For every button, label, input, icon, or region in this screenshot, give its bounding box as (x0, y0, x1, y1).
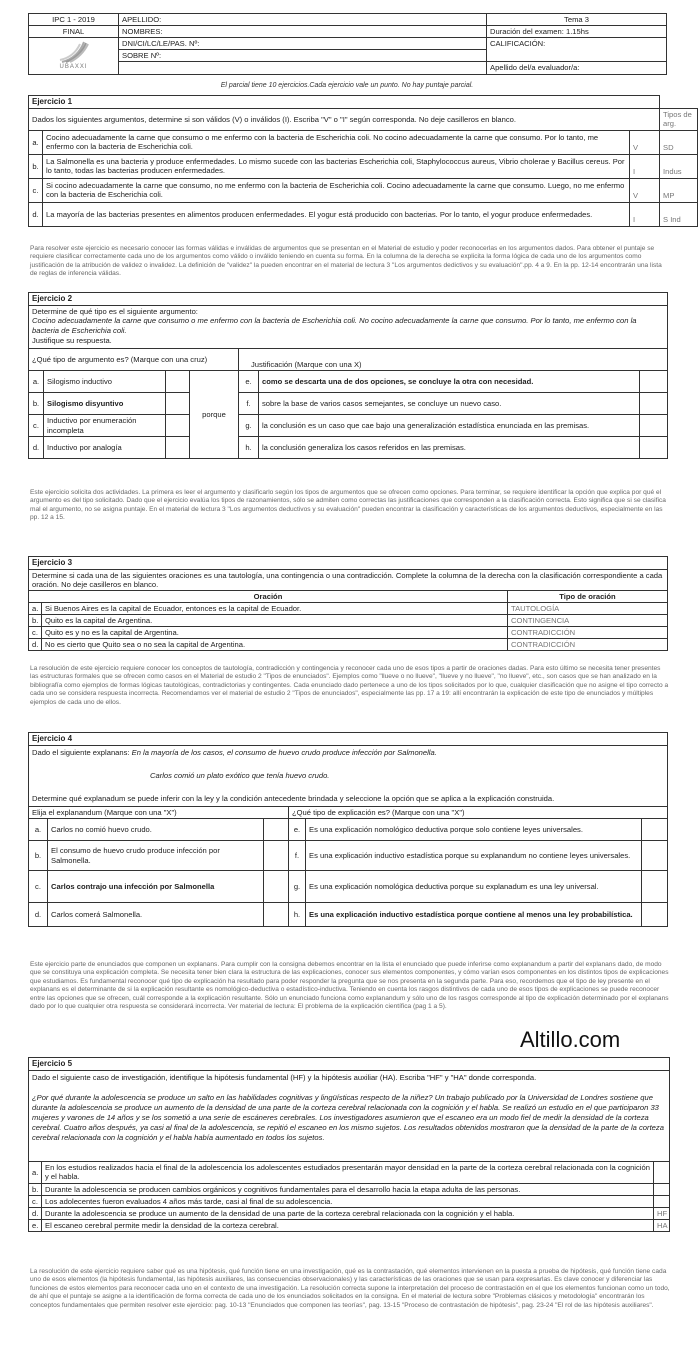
ej4-right-header: ¿Qué tipo de explicación es? (Marque con una "X") (289, 806, 668, 818)
course-code: IPC 1 - 2019 (29, 14, 119, 26)
ej3-col-tipo: Tipo de oración (508, 590, 668, 602)
ej1-row-text: Si cocino adecuadamente la carne que consumo, no me enfermo con la bacteria de Escherichia coli. Cocino adecuadamente la carne que consumo. Luego, no me enfermo con la bacteria de Escherichia coli. (43, 178, 630, 202)
ej4-explanandum-checkbox[interactable] (264, 903, 289, 927)
ej1-row-text: Cocino adecuadamente la carne que consumo o me enfermo con la bacteria de Escherichia coli. No cocino adecuadamente la carne que consumo. Por lo tanto, me enfermo con la bacteria de Escherichia coli. (43, 130, 630, 154)
ej1-type: SD (660, 130, 698, 154)
ej4-type-checkbox[interactable] (642, 871, 668, 903)
ej2-justification-checkbox[interactable] (640, 371, 668, 393)
blank-cell (119, 62, 487, 74)
ej2-instruction: Determine de qué tipo es el siguiente argumento: (32, 306, 198, 316)
ej2-table (28, 292, 668, 459)
ej3-sentence: Quito es y no es la capital de Argentina. (42, 627, 508, 639)
ej4-type-checkbox[interactable] (642, 903, 668, 927)
ej4-row: d. Carlos comerá Salmonella. h. Es una explicación inductivo estadística porque contiene al menos una ley probabilística. (29, 903, 668, 927)
ej4-prompt (29, 745, 668, 806)
ej4-explanandum-option: El consumo de huevo crudo produce infección por Salmonella. (48, 841, 264, 871)
ej5-instruction: Dado el siguiente caso de investigación, identifique la hipótesis fundamental (HF) y la hipótesis auxiliar (HA). Escriba "HF" y "HA" donde corresponda. (32, 1072, 537, 1082)
nombres-field[interactable]: NOMBRES: (119, 26, 487, 38)
ej2-connector: porque (190, 371, 239, 459)
ej1-table (28, 95, 698, 227)
ej2-type-option: Inductivo por analogía (44, 437, 166, 459)
ej1-answer[interactable]: I (630, 154, 660, 178)
ej3-row: a. Si Buenos Aires es la capital de Ecuador, entonces es la capital de Ecuador. TAUTOLOGÍA (29, 602, 668, 614)
ej5-answer[interactable] (654, 1161, 670, 1183)
ej1-row-text: La Salmonella es una bacteria y produce enfermedades. Lo mismo sucede con las bacterias Escherichia coli, Staphylococcus aureus, Vibrio cholerae y Bacillus cereus. Por lo tanto, todas las bacterias producen enfermedades. (43, 154, 630, 178)
ej3-row: b. Quito es la capital de Argentina. CONTINGENCIA (29, 615, 668, 627)
ej5-statement: El escaneo cerebral permite medir la densidad de la corteza cerebral. (42, 1220, 654, 1232)
ej2-row: c. Inductivo por enumeración incompleta g. la conclusión es un caso que cae bajo una generalización estadística enunciada en las premisas. (29, 415, 668, 437)
ej1-answer[interactable]: V (630, 178, 660, 202)
exam-header-table (28, 13, 667, 75)
ej5-answer[interactable] (654, 1183, 670, 1195)
ej5-table (28, 1057, 670, 1232)
ej4-intro-line (32, 748, 664, 757)
ej2-type-option: Inductivo por enumeración incompleta (44, 415, 166, 437)
ej2-justification-option: como se descarta una de dos opciones, se concluye la otra con necesidad. (259, 371, 640, 393)
ej1-type: MP (660, 178, 698, 202)
ej2-note: Este ejercicio solicita dos actividades. La primera es leer el argumento y clasificarlo según los tipos de argumentos que se ofrecen como opciones. Para terminar, se requiere identificar la opción que explica por qué el argumento es del tipo solicitado. Dado que el ejercicio evalúa los tipos de razonamientos, sólo se admiten como correctas las justificaciones que corresponden a la clasificación correcta. Esto significa que si se clasifica mal el argumento, no se asigna puntaje. En el material de lectura 3 "Los argumentos deductivos y su evaluación" pueden encontrar la clasificación y características de los argumentos deductivos, especialmente en las pp. 12 a 15. (30, 489, 666, 522)
ej3-answer[interactable]: TAUTOLOGÍA (508, 602, 668, 614)
ubaxxi-logo (32, 40, 115, 71)
ej2-left-header: ¿Qué tipo de argumento es? (Marque con una cruz) (29, 349, 239, 371)
ej2-row: a. Silogismo inductivo porque e. como se descarta una de dos opciones, se concluye la otra con necesidad. (29, 371, 668, 393)
ej3-sentence: Si Buenos Aires es la capital de Ecuador, entonces es la capital de Ecuador. (42, 602, 508, 614)
ej4-note: Este ejercicio parte de enunciados que componen un explanans. Para cumplir con la consigna debemos encontrar en la lista el enunciado que puede inferirse como explanandum a partir del explanans dado, de modo que se constituya una explicación completa. Se necesita tener bien clara la estructura de las explicaciones, conocer sus elementos componentes, y cómo varían esos componentes en los distintos tipos de explicaciones que estudiamos. Es fundamental reconocer qué tipo de explicación ha resultado para poder responder la pregunta que se nos presenta en la segunda parte. Para eso, recordemos que el tipo de ley presente en el explanans es el determinante de si la explicación resultante es nomológico-deductiva o estadístico-inductiva. Teniendo en cuenta los rasgos distintivos de cada uno de esos tipos de explicaciones se puede reconocer entre las opciones que se ofrecen, cuál corresponde a la explicación resultante. Sólo un enunciado funciona como explanandum y sólo uno de los rasgos corresponde al tipo de explicación determinado por el explanans dado por lo que cualquier otra respuesta se considerará incorrecta. Ver material de lectura: El problema de la explicación científica (pag 1 a 5). (30, 961, 669, 1011)
ej2-justification-checkbox[interactable] (640, 393, 668, 415)
ej4-explanandum-option: Carlos no comió huevo crudo. (48, 819, 264, 841)
ej4-table (28, 732, 668, 927)
ej2-type-checkbox[interactable] (166, 371, 190, 393)
ej4-type-option: Es una explicación nomológica deductiva porque su explanadum es una ley universal. (306, 871, 642, 903)
ej2-justify: Justifique su respuesta. (32, 336, 112, 346)
ej5-answer[interactable] (654, 1195, 670, 1207)
ej1-note: Para resolver este ejercicio es necesario conocer las formas válidas e inválidas de argumentos que se presentan en el Material de estudio y poder reconocerlas en los argumentos dados. Para obtener el puntaje se requiere clasificar correctamente cada uno de los argumentos como válido o inválido teniendo en cuenta su forma. En la columna de la derecha se explicita la forma lógica de cada uno de los argumentos como justificación de la atribución de validez o invalidez. La definición de "validez" la pueden encontrar en el material de lectura 3 "Los argumentos dedictivos y su evaluación".pp. 4 a 9. En la pp. 12-14 encontrarán una lista de reglas de inferencia válidas. (30, 245, 662, 278)
tema-label: Tema 3 (487, 14, 667, 26)
ej4-type-option: Es una explicación inductivo estadística porque contiene al menos una ley probabilística. (306, 903, 642, 927)
ej4-law: En la mayoría de los casos, el consumo de huevo crudo produce infección por Salmonella. (131, 747, 437, 757)
ej5-statement: En los estudios realizados hacia el final de la adolescencia los adolescentes estudiados presentarán mayor densidad en la parte de la corteza cerebral relacionada con la cognición y el habla. (42, 1161, 654, 1183)
logo-text: UBAXXI (59, 64, 88, 71)
ej1-row: b. La Salmonella es una bacteria y produce enfermedades. Lo mismo sucede con las bacterias Escherichia coli, Staphylococcus aureus, Vibrio cholerae y Bacillus cereus. Por lo tanto, todas las bacterias producen enfermedades. I Indus (29, 154, 698, 178)
ej2-title: Ejercicio 2 (29, 293, 668, 306)
ej5-note: La resolución de este ejercicio requiere saber qué es una hipótesis, qué función tiene en una investigación, qué es la contrastación, qué elementos intervienen en la puesta a prueba de hipótesis, qué función tiene cada uno de esos elementos (la hipótesis fundamental, las hipótesis auxiliares, las consecuencias observacionales) y las características de las oraciones que se usan para expresarlas. Es clave conocer y diferenciar las funciones de estos elementos para reconocer cada uno en el contexto de una investigación. La resolución correcta supone la interpretación del proceso de contrastación en el que los elementos funcionan como un todo, de ahí que el puntaje se asigne a la identificación de forma correcta de cada uno de los enunciados solicitados en la consigna. En el material de lectura sobre "Problemas clásicos y metodología" encontrarán los conceptos fundamentales que permiten resolver este ejercicio: pag. 10-13 "Enunciados que componen las teorías", pag. 13-15 "Proceso de contrastación de hipótesis", pag. 23-24 "El rol de las hipótesis auxiliares". (30, 1268, 670, 1309)
ej2-justification-option: la conclusión es un caso que cae bajo una generalización estadística enunciada en las premisas. (259, 415, 640, 437)
ej2-row: b. Silogismo disyuntivo f. sobre la base de varios casos semejantes, se concluye un nuevo caso. (29, 393, 668, 415)
evaluador-field: Apellido del/a evaluador/a: (487, 62, 667, 74)
ej5-statement: Durante la adolescencia se producen cambios orgánicos y cognitivos fundamentales para el desarrollo hacia la etapa adulta de las personas. (42, 1183, 654, 1195)
ej3-col-oracion: Oración (29, 590, 508, 602)
ej1-type: S Ind (660, 202, 698, 226)
ej3-answer[interactable]: CONTRADICCIÓN (508, 627, 668, 639)
ej2-row: d. Inductivo por analogía h. la conclusión generaliza los casos referidos en las premisas. (29, 437, 668, 459)
exam-type: FINAL (29, 26, 119, 38)
ej4-row: b. El consumo de huevo crudo produce infección por Salmonella. f. Es una explicación inductivo estadística porque su explanandum no contiene leyes universales. (29, 841, 668, 871)
ej5-row: b. Durante la adolescencia se producen cambios orgánicos y cognitivos fundamentales para el desarrollo hacia la etapa adulta de las personas. (29, 1183, 670, 1195)
ej1-row: d. La mayoría de las bacterias presentes en alimentos producen enfermedades. El yogur está producido con bacterias. Por lo tanto, el yogur produce enfermedades. I S Ind (29, 202, 698, 226)
ej3-answer[interactable]: CONTRADICCIÓN (508, 639, 668, 651)
ubaxxi-logo-icon (58, 40, 90, 64)
ej4-type-option: Es una explicación nomológico deductiva porque solo contiene leyes universales. (306, 819, 642, 841)
ej4-condition: Carlos comió un plato exótico que tenía huevo crudo. (150, 770, 330, 780)
ej5-statement: Los adolecentes fueron evaluados 4 años más tarde, casi al final de su adolescencia. (42, 1195, 654, 1207)
ej5-row: a. En los estudios realizados hacia el final de la adolescencia los adolescentes estudiados presentarán mayor densidad en la parte de la corteza cerebral relacionada con la cognición y el habla. (29, 1161, 670, 1183)
ej4-row: a. Carlos no comió huevo crudo. e. Es una explicación nomológico deductiva porque solo contiene leyes universales. (29, 819, 668, 841)
ej4-title: Ejercicio 4 (29, 733, 668, 746)
ej3-row: c. Quito es y no es la capital de Argentina. CONTRADICCIÓN (29, 627, 668, 639)
ej1-title: Ejercicio 1 (29, 96, 660, 109)
sobre-field[interactable]: SOBRE Nº: (119, 50, 487, 62)
ej2-prompt (29, 305, 668, 348)
ej2-justification-checkbox[interactable] (640, 415, 668, 437)
ej3-title: Ejercicio 3 (29, 557, 668, 570)
exam-subtitle: El parcial tiene 10 ejercicios.Cada ejercicio vale un punto. No hay puntaje parcial. (220, 82, 474, 89)
ej4-explanandum-checkbox[interactable] (264, 819, 289, 841)
ej3-sentence: No es cierto que Quito sea o no sea la capital de Argentina. (42, 639, 508, 651)
ej1-row: a. Cocino adecuadamente la carne que consumo o me enfermo con la bacteria de Escherichia coli. No cocino adecuadamente la carne que consumo. Por lo tanto, me enfermo con la bacteria de Escherichia coli. V SD (29, 130, 698, 154)
ej5-statement: Durante la adolescencia se produce un aumento de la densidad de una parte de la corteza cerebral relacionada con la cognición y el habla. (42, 1208, 654, 1220)
ej1-col-header: Tipos de arg. (660, 108, 698, 130)
ej1-answer[interactable]: V (630, 130, 660, 154)
ej5-row: c. Los adolecentes fueron evaluados 4 años más tarde, casi al final de su adolescencia. (29, 1195, 670, 1207)
ej5-row: e. El escaneo cerebral permite medir la densidad de la corteza cerebral. HA (29, 1220, 670, 1232)
ej4-intro: Dado el siguiente explanans: (32, 747, 132, 757)
ej2-justification-checkbox[interactable] (640, 437, 668, 459)
ej2-right-header: Justificación (Marque con una X) (239, 349, 668, 371)
ej4-type-checkbox[interactable] (642, 841, 668, 871)
ej2-type-checkbox[interactable] (166, 437, 190, 459)
ej3-answer[interactable]: CONTINGENCIA (508, 615, 668, 627)
ej3-row: d. No es cierto que Quito sea o no sea la capital de Argentina. CONTRADICCIÓN (29, 639, 668, 651)
ej3-sentence: Quito es la capital de Argentina. (42, 615, 508, 627)
ej1-answer[interactable]: I (630, 202, 660, 226)
ej3-instruction: Determine si cada una de las siguientes oraciones es una tautología, una contingencia o una contradicción. Complete la columna de la derecha con la clasificación correspondiente a cada oración. No deje casilleros en blanco. (29, 569, 668, 590)
ej4-type-option: Es una explicación inductivo estadística porque su explanandum no contiene leyes universales. (306, 841, 642, 871)
ej5-prompt (29, 1070, 670, 1161)
ej2-type-option: Silogismo disyuntivo (44, 393, 166, 415)
ej1-instruction: Dados los siguientes argumentos, determine si son válidos (V) o inválidos (I). Escriba "V" o "I" según corresponda. No deje casilleros en blanco. (29, 108, 660, 130)
duracion-label: Duración del examen: 1.15hs (487, 26, 667, 38)
ej4-explanandum-checkbox[interactable] (264, 871, 289, 903)
ej4-explanandum-checkbox[interactable] (264, 841, 289, 871)
ej2-type-checkbox[interactable] (166, 393, 190, 415)
dni-field[interactable]: DNI/CI/LC/LE/PAS. Nº: (119, 38, 487, 50)
ej4-explanandum-option: Carlos comerá Salmonella. (48, 903, 264, 927)
ej4-left-header: Elija el explanandum (Marque con una "X") (29, 806, 289, 818)
ej5-title: Ejercicio 5 (29, 1058, 670, 1071)
ej4-row: c. Carlos contrajo una infección por Salmonella g. Es una explicación nomológica deductiva porque su explanadum es una ley universal. (29, 871, 668, 903)
ej2-justification-option: sobre la base de varios casos semejantes, se concluye un nuevo caso. (259, 393, 640, 415)
ej5-row: d. Durante la adolescencia se produce un aumento de la densidad de una parte de la corteza cerebral relacionada con la cognición y el habla. HF (29, 1208, 670, 1220)
calificacion-field: CALIFICACIÓN: (487, 38, 667, 62)
altillo-watermark: Altillo.com (520, 1027, 621, 1052)
apellido-field[interactable]: APELLIDO: (119, 14, 487, 26)
ej2-type-checkbox[interactable] (166, 415, 190, 437)
ej5-answer[interactable]: HF (654, 1208, 670, 1220)
ej1-row: c. Si cocino adecuadamente la carne que consumo, no me enfermo con la bacteria de Escherichia coli. Cocino adecuadamente la carne que consumo. Luego, no me enfermo con la bacteria de Escherichia coli. V MP (29, 178, 698, 202)
ej5-answer[interactable]: HA (654, 1220, 670, 1232)
ej2-argument: Cocino adecuadamente la carne que consumo o me enfermo con la bacteria de Escherichia coli. No cocino adecuadamente la carne que consumo. Por lo tanto, me enfermo con la bacteria de Escherichia coli. (32, 316, 637, 336)
ej1-row-text: La mayoría de las bacterias presentes en alimentos producen enfermedades. El yogur está producido con bacterias. Por lo tanto, el yogur produce enfermedades. (43, 202, 630, 226)
ej1-type: Indus (660, 154, 698, 178)
ej2-type-option: Silogismo inductivo (44, 371, 166, 393)
logo-cell (29, 38, 119, 74)
ej2-justification-option: la conclusión generaliza los casos referidos en las premisas. (259, 437, 640, 459)
ej3-table (28, 556, 668, 651)
ej4-type-checkbox[interactable] (642, 819, 668, 841)
ej5-case: ¿Por qué durante la adolescencia se produce un salto en las habilidades cognitivas y lingüísticas respecto de la niñez? Un trabajo publicado por la Universidad de Londres sostiene que durante la adolescencia se produce un aumento de la densidad de una parte de la corteza cerebral relacionada con la cognición y el habla. Se realizó un estudio en el que participaron 33 mujeres y varones de 14 años y se los sometió a una serie de escáneres cerebrales. Los investigadores asumieron que el escaneo era un modo fiel de medir la densidad de la corteza cerebral. Cuatro años después, ya casi al final de la adolescencia, se repitió el escaneo en los mismo sujetos. Los resultados obtenidos mostraron que la densidad de la parte de la corteza cerebral relacionada con la cognición y el habla había aumentado en todos los sujetos. (32, 1092, 664, 1142)
ej3-note: La resolución de este ejercicio requiere conocer los conceptos de tautología, contradicción y contingencia y reconocer cada uno de esos tipos a partir de oraciones dadas. Para esto último se necesita tener presentes las estructuras formales que se ofrecen como casos en el Material de estudio 2 "Tipos de enunciados". Ejemplos como "llueve o no llueve", "llueve y no llueve", "no llueve", etc., son casos que se han analizado en la bibliografía como ejemplos de formas lógicas tautológicas, contradictorias y contingentes. Cada enunciado dado pertenece a uno de los tipos solicitados por lo que, cualquier clasificación que no asigne el tipo correcto a cada uno se considera respuesta incorrecta. Recomendamos ver el material de estudio 2 "Tipos de enunciados", especialmente las pp. 17 a 19: allí encontrarán la explicación de este tipo de enunciados y múltiples ejemplos de cada uno de ellos. (30, 665, 669, 706)
ej4-explanandum-option: Carlos contrajo una infección por Salmonella (48, 871, 264, 903)
ej4-instruction: Determine qué explanadum se puede inferir con la ley y la condición antecedente brindada y seleccione la opción que se aplica a la explicación construida. (32, 793, 555, 803)
